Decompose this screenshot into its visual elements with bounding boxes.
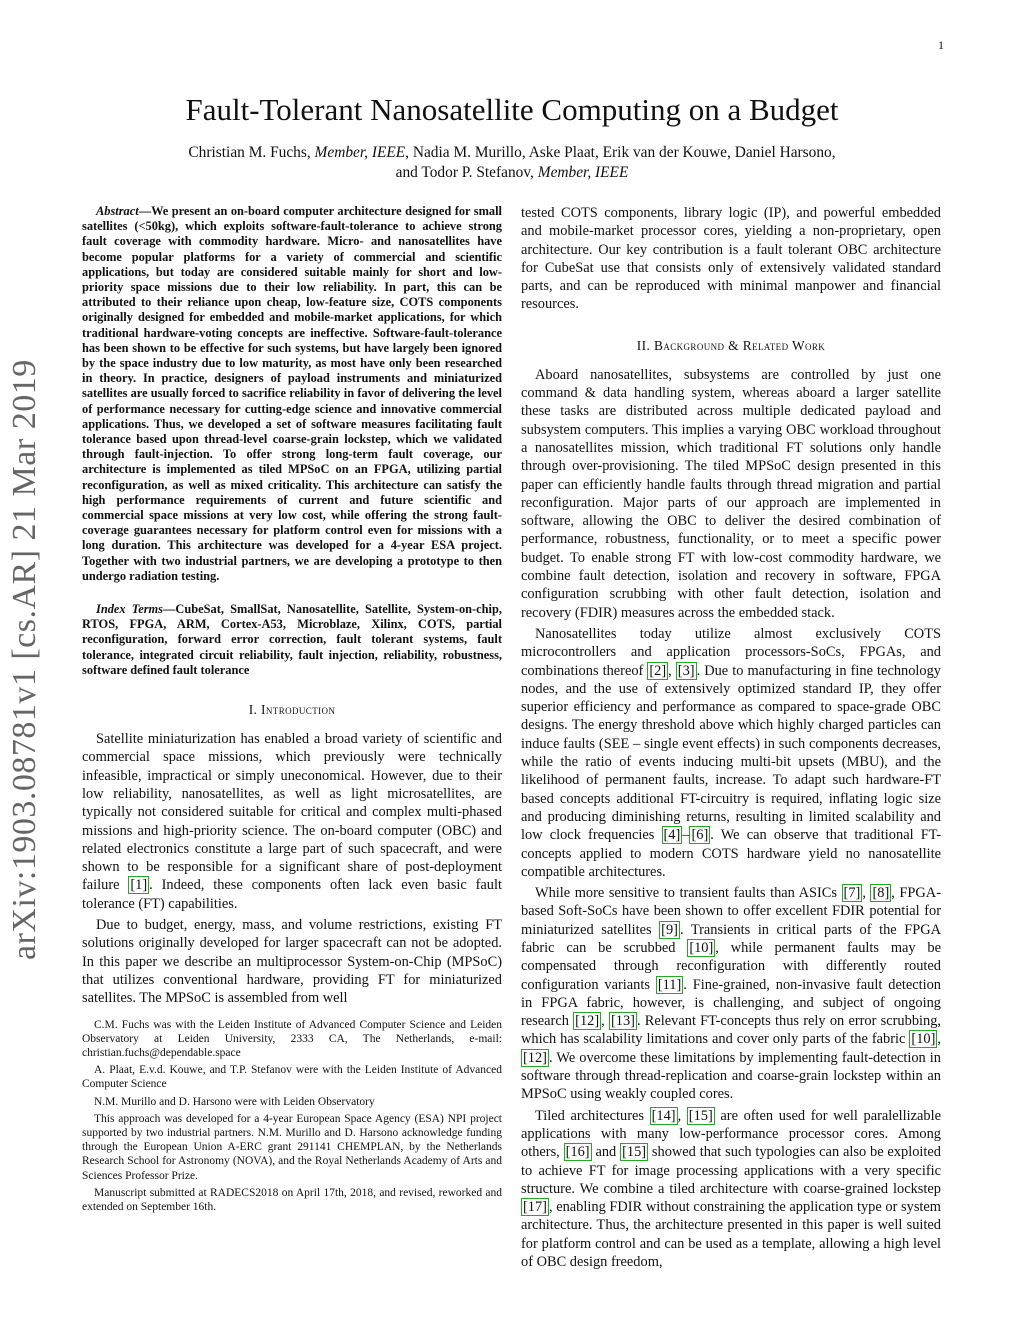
authors-line2-member: Member, IEEE — [537, 164, 629, 181]
citation-link[interactable]: [11] — [657, 976, 682, 993]
citation-link[interactable]: [14] — [651, 1107, 676, 1124]
page-number: 1 — [938, 38, 944, 52]
bg-p2-sep: , — [668, 662, 676, 679]
bg-p3-sep: , — [601, 1013, 609, 1030]
citation-link[interactable]: [2] — [649, 662, 667, 679]
citation-link[interactable]: [13] — [610, 1013, 635, 1030]
citation-link[interactable]: [12] — [523, 1049, 547, 1066]
background-paragraph-4 — [521, 1107, 941, 1272]
authors-line2-a: and Todor P. Stefanov, — [395, 164, 538, 181]
citation-link[interactable]: [12] — [575, 1013, 600, 1030]
footnote-manuscript: Manuscript submitted at RADECS2018 on April 17th, 2018, and revised, reworked and extended on September 16th. — [82, 1186, 502, 1213]
bg-p3-sep: , — [937, 1031, 941, 1048]
citation-link[interactable]: [6] — [691, 827, 709, 844]
citation-link[interactable]: [4] — [663, 827, 681, 844]
background-paragraph-3 — [521, 884, 941, 1104]
abstract — [82, 204, 502, 584]
intro-paragraph-1 — [82, 730, 502, 913]
bg-p4-sep: , — [677, 1107, 687, 1124]
bg-p2-text-a: Nanosatellites today utilize almost exclusively COTS microcontrollers and application processors-SoCs, FPGAs, and combinations thereof — [521, 625, 941, 679]
intro-p1-text-a: Satellite miniaturization has enabled a broad variety of scientific and commercial space missions, which previously were technically infeasible, impractical or simply uneconomical. However, due to their low reliability, nanosatellites, as well as light microsatellites, are typically not considered suitable for critical and complex multi-phased missions and high-priority science. The on-board computer (OBC) and related electronics constitute a large part of such spacecraft, and were shown to be responsible for a significant share of post-deployment failure — [82, 731, 502, 894]
authors-line1-member: Member, IEEE, — [314, 144, 409, 161]
citation-link[interactable]: [17] — [523, 1199, 547, 1216]
citation-link[interactable]: [16] — [565, 1144, 590, 1161]
bg-p4-text-d: , enabling FDIR without constraining the application type or system architecture. Thus, the architecture presented in this paper is well suited for platform control and can be used as a template, allowing a high level of OBC design freedom, — [521, 1199, 941, 1271]
bg-p4-text-c: showed that such typologies can also be exploited to achieve FT for image processing applications with a very specific structure. We combine a tiled architecture with coarse-grained lockstep — [521, 1144, 941, 1197]
citation-link[interactable]: [10] — [911, 1031, 936, 1048]
footnotes — [82, 1018, 502, 1215]
background-paragraph-1: Aboard nanosatellites, subsystems are controlled by just one command & data handling system, whereas aboard a larger satellite these tasks are distributed across multiple dedicated payload and subsystem computers. This implies a varying OBC workload throughout a nanosatellites mission, which traditional FT solutions only handle through over-provisioning. The tiled MPSoC design presented in this paper can efficiently handle faults through thread migration and partial reconfiguration. Major parts of our approach are implemented in software, allowing the OBC to deliver the desired combination of performance, robustness, functionality, or to meet a specific power budget. To enable strong FT with low-cost commodity hardware, we combine fault detection, isolation and recovery in software, FPGA configuration scrubbing with other fault detection, isolation and recovery (FDIR) measures across the embedded stack. — [521, 366, 941, 621]
bg-p4-text-b: are often used for well paralellizable applications with many low-performance processor cores. Among others, — [521, 1107, 941, 1161]
bg-p3-text-e: . Fine-grained, non-invasive fault detection in FPGA fabric, however, is challenging, and subject of ongoing research — [521, 976, 941, 1030]
citation-link[interactable]: [3] — [677, 662, 695, 679]
bg-p3-text-c: . Transients in critical parts of the FPGA fabric can be scrubbed — [521, 921, 941, 956]
background-paragraph-2 — [521, 625, 941, 881]
bg-p2-text-c: . We can observe that traditional FT-concepts applied to modern COTS hardware yield no nanosatellite compatible architectures. — [521, 827, 941, 880]
index-terms-label: Index Terms — [96, 602, 164, 617]
bg-p3-text-g: . We overcome these limitations by implementing fault-detection in software through thread-replication and coarse-grain lockstep within an MPSoC using weakly coupled cores. — [521, 1049, 941, 1103]
citation-link[interactable]: [15] — [688, 1107, 713, 1124]
author-list — [120, 143, 904, 183]
bg-p2-dash: – — [682, 827, 690, 844]
index-terms-text: —CubeSat, SmallSat, Nanosatellite, Satellite, System-on-chip, RTOS, FPGA, ARM, Cortex-A53, Microblaze, Xilinx, COTS, partial reconfiguration, forward error correction, fault tolerant systems, fault tolerance, integrated circuit reliability, fault injection, reliability, robustness, software defined fault tolerance — [82, 602, 502, 677]
citation-link[interactable]: [1] — [130, 877, 148, 894]
footnote-affiliation-liacs: A. Plaat, E.v.d. Kouwe, and T.P. Stefanov were with the Leiden Institute of Advanced Computer Science — [82, 1064, 502, 1091]
citation-link[interactable]: [15] — [622, 1144, 647, 1161]
section-heading-background: II. Background & Related Work — [636, 337, 826, 353]
intro-paragraph-2-continued: tested COTS components, library logic (IP), and powerful embedded and mobile-market processor cores, yielding a non-proprietary, open architecture. Our key contribution is a fault tolerant OBC architecture for CubeSat use that consists only of extensively validated standard parts, and can be reproduced with minimal manpower and financial resources. — [521, 205, 941, 313]
index-terms — [82, 602, 502, 678]
bg-p4-and: and — [591, 1144, 621, 1161]
citation-link[interactable]: [9] — [661, 921, 678, 938]
citation-link[interactable]: [7] — [843, 885, 861, 902]
citation-link[interactable]: [8] — [872, 885, 890, 902]
left-column — [82, 204, 502, 1217]
arxiv-stamp: arXiv:1903.08781v1 [cs.AR] 21 Mar 2019 — [6, 359, 43, 961]
authors-line1-b: Nadia M. Murillo, Aske Plaat, Erik van der Kouwe, Daniel Harsono, — [409, 144, 836, 161]
authors-line1-a: Christian M. Fuchs, — [188, 144, 315, 161]
abstract-text: —We present an on-board computer architecture designed for small satellites (<50kg), which exploits software-fault-tolerance to achieve strong fault coverage with commodity hardware. Micro- and nanosatellites have become popular platforms for a variety of commercial and scientific applications, but today are considered suitable mainly for short and low-priority space missions due to their low reliability. In part, this can be attributed to their reliance upon cheap, low-feature size, COTS components originally designed for embedded and mobile-market applications, for which traditional hardware-voting concepts are ineffective. Software-fault-tolerance has been shown to be effective for such systems, but have largely been ignored by the space industry due to low maturity, as most have only been researched in theory. In practice, designers of payload instruments and miniaturized satellites are usually forced to sacrifice reliability in favor of delivering the level of performance necessary for cutting-edge science and innovative commercial applications. Thus, we developed a set of software measures facilitating fault tolerance based upon thread-level coarse-grain lockstep, which we validated through fault-injection. To offer strong long-term fault coverage, our architecture is implemented as tiled MPSoC on an FPGA, utilizing partial reconfiguration, as well as mixed criticality. This architecture can satisfy the high performance requirements of current and future scientific and commercial space missions at very low cost, while offering the strong fault-coverage guarantees necessary for platform control even for missions with a long duration. This architecture was developed for a 4-year ESA project. Together with two industrial partners, we are developing a prototype to then undergo radiation testing. — [82, 204, 502, 583]
intro-paragraph-2: Due to budget, energy, mass, and volume restrictions, existing FT solutions originally developed for larger spacecraft can not be adopted. In this paper we describe an multiprocessor System-on-Chip (MPSoC) that utilizes conventional hardware, providing FT for miniaturized satellites. The MPSoC is assembled from well — [82, 917, 502, 1007]
abstract-label: Abstract — [96, 204, 139, 218]
bg-p2-text-b: . Due to manufacturing in fine technology nodes, and the use of extensively optimized standard IP, they offer superior efficiency and performance as compared to space-grade OBC designs. The energy threshold above which highly charged particles can induce faults (SEE – single event effects) in such components decreases, while the ratio of events inducing multi-bit upsets (MBU), and the likelihood of permanent faults, increase. To adapt such hardware-FT based concepts additional FT-circuitry is required, inflating logic size and producing diminishing returns, resulting in limited scalability and low clock frequencies — [521, 662, 941, 844]
footnote-funding: This approach was developed for a 4-year European Space Agency (ESA) NPI project supported by two industrial partners. N.M. Murillo and D. Harsono acknowledge funding through the European Union A-ERC grant 291141 CHEMPLAN, by the Netherlands Research School for Astronomy (NOVA), and the Royal Netherlands Academy of Arts and Sciences Professor Prize. — [82, 1112, 502, 1182]
bg-p3-text-f: . Relevant FT-concepts thus rely on error scrubbing, which has scalability limitations and cover only parts of the fabric — [521, 1013, 941, 1048]
bg-p3-text-a: While more sensitive to transient faults than ASICs — [535, 885, 842, 902]
intro-p1-text-b: . Indeed, these components often lack even basic fault tolerance (FT) capabilities. — [82, 877, 502, 912]
footnote-affiliation-fuchs: C.M. Fuchs was with the Leiden Institute of Advanced Computer Science and Leiden Observatory at Leiden University, 2333 CA, The Netherlands, e-mail: christian.fuchs@dependable.space — [82, 1018, 502, 1059]
bg-p3-text-d: , while permanent faults may be compensated through reconfiguration with differently routed configuration variants — [521, 939, 941, 993]
bg-p3-sep: , — [862, 885, 871, 902]
paper-title: Fault-Tolerant Nanosatellite Computing on a Budget — [185, 92, 839, 127]
footnote-affiliation-observatory: N.M. Murillo and D. Harsono were with Leiden Observatory — [94, 1095, 375, 1108]
citation-link[interactable]: [10] — [689, 939, 714, 956]
bg-p4-text-a: Tiled architectures — [535, 1107, 650, 1124]
section-heading-introduction: I. Introduction — [248, 702, 336, 718]
bg-p3-text-b: , FPGA-based Soft-SoCs have been shown to offer excellent FDIR potential for miniaturized satellites — [521, 885, 941, 938]
right-column — [521, 204, 941, 1274]
